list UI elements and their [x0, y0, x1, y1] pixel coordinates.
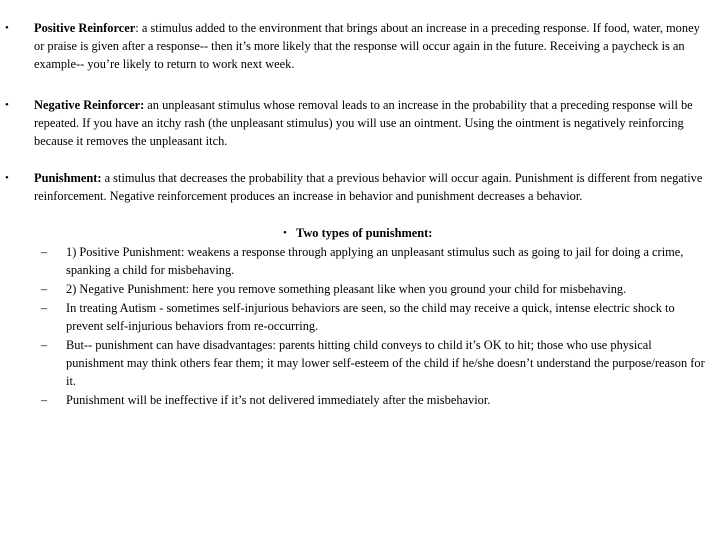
sub-item-text: In treating Autism - sometimes self-injurious behaviors are seen, so the child may receive a quick, intense electric shock to prevent self-injurious behaviors from re-occurring. [66, 301, 675, 333]
sub-item-disadvantages [41, 336, 710, 390]
term-punishment: Punishment: [34, 171, 102, 185]
dash-marker: – [41, 393, 48, 407]
sub-item-positive-punishment [41, 243, 710, 279]
sub-item-text: But-- punishment can have disadvantages: parents hitting child conveys to child it’s OK to hit; those who use physical punishment may think others fear them; it may lower self-esteem of the child if he/she doesn’t understand the purpose/reason for it. [66, 338, 705, 388]
sub-item-negative-punishment [41, 280, 710, 298]
sub-item-text: 2) Negative Punishment: here you remove something pleasant like when you ground your child for misbehaving. [66, 282, 627, 296]
dash-marker: – [41, 282, 48, 296]
bullet-marker: • [283, 227, 287, 239]
bullet-marker: • [5, 172, 9, 184]
dash-marker: – [41, 301, 48, 315]
term-positive-reinforcer: Positive Reinforcer [34, 21, 136, 35]
sub-item-timing [41, 391, 710, 409]
bullet-punishment [5, 169, 710, 205]
sub-item-text: Punishment will be ineffective if it’s not delivered immediately after the misbehavior. [66, 393, 491, 407]
definition-punishment: a stimulus that decreases the probability that a previous behavior will occur again. Punishment is different from negative reinforcement. Negative reinforcement produces an increase in behavior and punishment decreases a behavior. [34, 171, 703, 203]
punishment-types-label: Two types of punishment: [296, 226, 433, 240]
bullet-marker: • [5, 22, 9, 34]
definition-positive-reinforcer: : a stimulus added to the environment that brings about an increase in a preceding response. If food, water, money or praise is given after a response-- then it’s more likely that the response will occur again in the future. Receiving a paycheck is an example-- you’re likely to return to work next week. [34, 21, 700, 71]
term-negative-reinforcer: Negative Reinforcer: [34, 98, 145, 112]
sub-item-autism [41, 299, 710, 335]
sub-item-text: 1) Positive Punishment: weakens a response through applying an unpleasant stimulus such as going to jail for doing a crime, spanking a child for misbehaving. [66, 245, 684, 277]
bullet-positive-reinforcer [5, 19, 710, 73]
definition-negative-reinforcer: an unpleasant stimulus whose removal leads to an increase in the probability that a preceding response will be repeated. If you have an itchy rash (the unpleasant stimulus) you will use an ointment. Using the ointment is negatively reinforcing because it removes the unpleasant itch. [34, 98, 693, 148]
bullet-marker: • [5, 99, 9, 111]
dash-marker: – [41, 338, 48, 352]
bullet-negative-reinforcer [5, 96, 710, 150]
dash-marker: – [41, 245, 48, 259]
